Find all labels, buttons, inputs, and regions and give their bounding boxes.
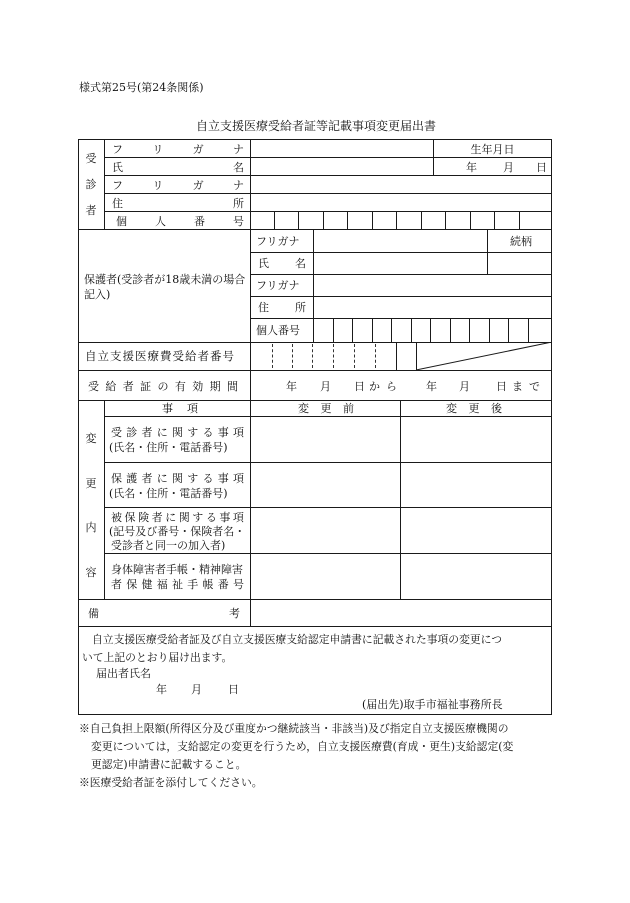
change-row-insured-line3: 受診者と同一の加入者)	[111, 539, 226, 552]
recipient-number-label: 自立支援医療費受給者番号	[85, 349, 235, 363]
validity-from-word: から	[369, 380, 403, 393]
patient-furigana2-label: フ リ ガ ナ	[112, 179, 244, 192]
birth-day-unit: 日	[536, 161, 547, 174]
validity-from-year: 年	[286, 380, 297, 393]
remarks-label: 備 考	[88, 607, 240, 620]
declaration-year: 年	[156, 683, 167, 696]
diagonal-line	[416, 342, 552, 370]
guardian-relationship-label: 続柄	[510, 235, 532, 248]
declaration-day: 日	[228, 683, 239, 696]
change-row-guardian-line1: 保 護 者 に 関 す る 事 項	[111, 472, 244, 485]
change-header-after: 変 更 後	[446, 402, 502, 415]
patient-individual-number-label: 個 人 番 号	[116, 215, 244, 228]
validity-from-day: 日	[354, 380, 365, 393]
applicant-name-label: 届出者氏名	[96, 667, 151, 680]
change-row-patient-line2: (氏名・住所・電話番号)	[109, 441, 228, 454]
declaration-line1: 自立支援医療受給者証及び自立支援医療支給認定申請書に記載された事項の変更につ	[92, 633, 503, 646]
change-row-handbook-line2: 者 保 健 福 祉 手 帳 番 号	[111, 578, 244, 591]
patient-birthdate-label: 生年月日	[470, 143, 515, 156]
submit-to: (届出先)取手市福祉事務所長	[362, 698, 503, 711]
change-section-label: 変 更 内 容	[85, 432, 97, 579]
change-row-insured-line1: 被 保 険 者 に 関 す る 事 項	[111, 511, 244, 524]
guardian-address-label: 住 所	[258, 301, 306, 314]
guardian-furigana2-label: フリガナ	[256, 279, 300, 292]
validity-from-month: 月	[320, 380, 331, 393]
note-4: ※医療受給者証を添付してください。	[79, 776, 263, 789]
birth-month-unit: 月	[503, 161, 514, 174]
note-2: 変更については，支給認定の変更を行うため，自立支援医療費(育成・更生)支給認定(変	[91, 740, 514, 753]
change-header-before: 変 更 前	[298, 402, 354, 415]
patient-name-label: 氏 名	[112, 161, 244, 174]
guardian-label: 保護者(受診者が18歳未満の場合記入)	[84, 273, 246, 301]
change-row-guardian-line2: (氏名・住所・電話番号)	[109, 487, 228, 500]
document-title: 自立支援医療受給者証等記載事項変更届出書	[196, 119, 437, 133]
guardian-name-label: 氏 名	[258, 257, 306, 270]
note-3: 更認定)申請書に記載すること。	[91, 758, 247, 771]
patient-furigana-label: フ リ ガ ナ	[112, 143, 244, 156]
form-number: 様式第25号(第24条関係)	[79, 81, 204, 94]
guardian-furigana-label: フリガナ	[256, 235, 300, 248]
birth-year-unit: 年	[466, 161, 477, 174]
declaration-month: 月	[191, 683, 202, 696]
validity-to-year: 年	[426, 380, 437, 393]
validity-to-month: 月	[459, 380, 470, 393]
guardian-individual-number-label: 個人番号	[256, 324, 300, 337]
patient-address-label: 住 所	[112, 197, 244, 210]
change-header-item: 事 項	[162, 402, 198, 415]
validity-period-label: 受 給 者 証 の 有 効 期 間	[88, 380, 238, 393]
patient-section-label: 受 診 者	[85, 152, 97, 217]
declaration-line2: いて上記のとおり届け出ます。	[82, 651, 233, 664]
validity-to-day: 日	[496, 380, 507, 393]
change-row-handbook-line1: 身体障害者手帳・精神障害	[111, 563, 243, 576]
change-row-patient-line1: 受 診 者 に 関 す る 事 項	[111, 426, 244, 439]
change-row-insured-line2: (記号及び番号・保険者名・	[109, 525, 246, 538]
validity-to-word: まで	[512, 380, 546, 393]
note-1: ※自己負担上限額(所得区分及び重度かつ継続該当・非該当)及び指定自立支援医療機関の	[79, 722, 509, 735]
